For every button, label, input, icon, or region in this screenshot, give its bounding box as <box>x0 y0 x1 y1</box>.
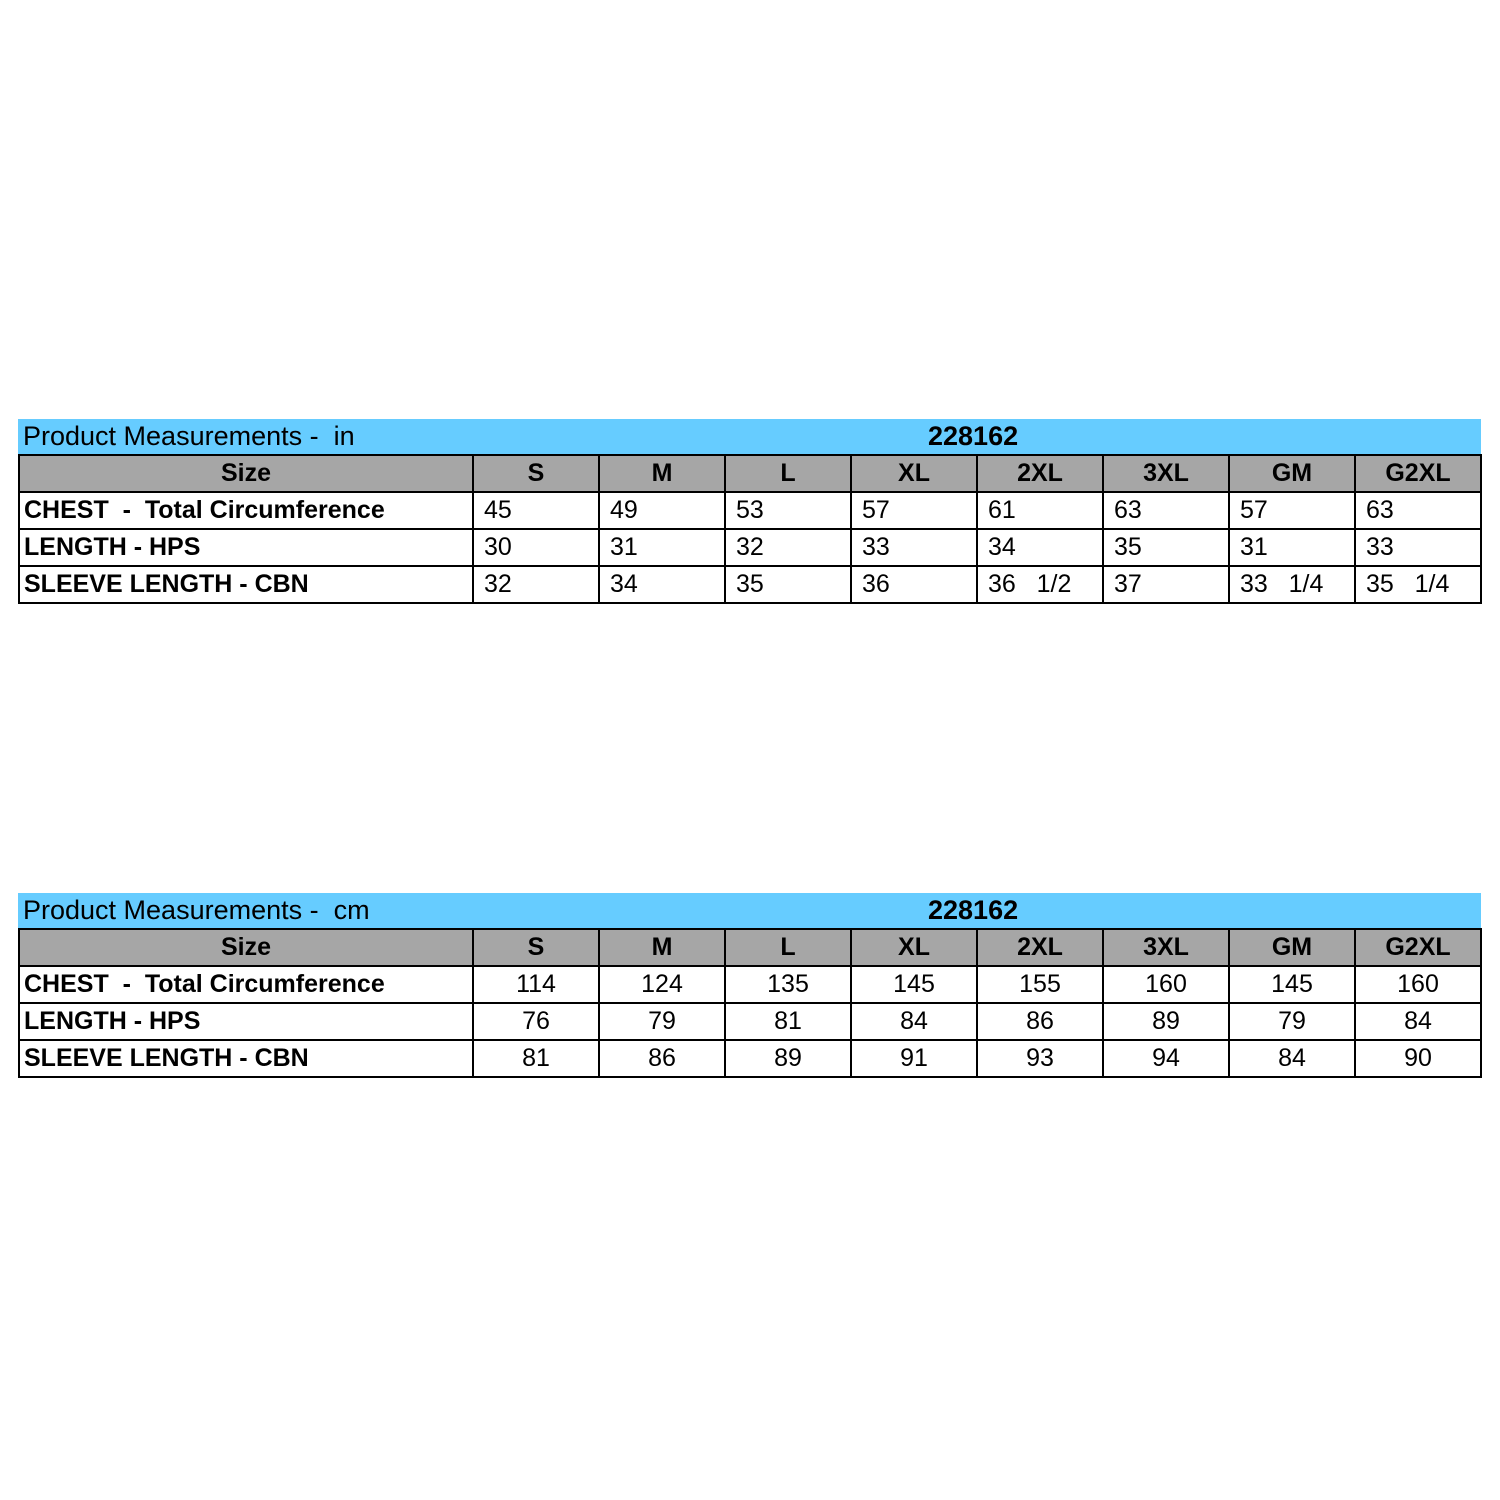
size-column-header: 2XL <box>977 455 1103 492</box>
measurement-value: 33 <box>851 529 977 566</box>
measurement-value: 84 <box>851 1003 977 1040</box>
size-column-header: GM <box>1229 455 1355 492</box>
measurement-label: LENGTH - HPS <box>19 529 473 566</box>
measurement-label: CHEST - Total Circumference <box>19 492 473 529</box>
measurement-value: 79 <box>599 1003 725 1040</box>
size-column-header: XL <box>851 929 977 966</box>
measurement-label: SLEEVE LENGTH - CBN <box>19 1040 473 1077</box>
table-row <box>19 1040 1481 1077</box>
size-column-header: L <box>725 929 851 966</box>
measurement-value: 57 <box>1229 492 1355 529</box>
measurement-value: 81 <box>725 1003 851 1040</box>
table-row <box>19 529 1481 566</box>
measurement-value: 32 <box>473 566 599 603</box>
size-column-header: 3XL <box>1103 929 1229 966</box>
measurement-value: 114 <box>473 966 599 1003</box>
style-code: 228162 <box>928 895 1019 925</box>
size-column-header: G2XL <box>1355 929 1481 966</box>
measurement-value: 35 <box>1103 529 1229 566</box>
measurement-value: 90 <box>1355 1040 1481 1077</box>
size-header-row <box>19 455 1481 492</box>
measurement-value: 32 <box>725 529 851 566</box>
measurement-value: 45 <box>473 492 599 529</box>
measurement-value: 160 <box>1355 966 1481 1003</box>
measurement-value: 135 <box>725 966 851 1003</box>
table-row <box>19 1003 1481 1040</box>
size-column-header: M <box>599 929 725 966</box>
measurement-value: 37 <box>1103 566 1229 603</box>
measurement-value: 34 <box>599 566 725 603</box>
measurement-value: 33 <box>1355 529 1481 566</box>
size-column-header: S <box>473 929 599 966</box>
measurements-chart-inches <box>18 419 1481 604</box>
measurement-value: 63 <box>1355 492 1481 529</box>
measurements-table <box>18 454 1482 604</box>
size-column-header: S <box>473 455 599 492</box>
measurement-value: 34 <box>977 529 1103 566</box>
measurements-table <box>18 928 1482 1078</box>
size-column-header: M <box>599 455 725 492</box>
measurement-value: 35 <box>725 566 851 603</box>
chart-title-bar <box>18 419 1481 454</box>
measurement-value: 145 <box>1229 966 1355 1003</box>
measurement-value: 36 1/2 <box>977 566 1103 603</box>
size-column-header: G2XL <box>1355 455 1481 492</box>
measurement-value: 33 1/4 <box>1229 566 1355 603</box>
style-code: 228162 <box>928 421 1019 451</box>
measurement-value: 63 <box>1103 492 1229 529</box>
measurement-value: 84 <box>1229 1040 1355 1077</box>
size-column-header: L <box>725 455 851 492</box>
table-row <box>19 966 1481 1003</box>
measurement-label: SLEEVE LENGTH - CBN <box>19 566 473 603</box>
size-header-row <box>19 929 1481 966</box>
measurement-value: 124 <box>599 966 725 1003</box>
size-header-label: Size <box>19 455 473 492</box>
measurements-chart-centimeters <box>18 893 1481 1078</box>
measurement-value: 61 <box>977 492 1103 529</box>
measurement-value: 79 <box>1229 1003 1355 1040</box>
measurement-value: 53 <box>725 492 851 529</box>
measurement-value: 30 <box>473 529 599 566</box>
measurement-value: 31 <box>599 529 725 566</box>
measurement-value: 145 <box>851 966 977 1003</box>
measurement-value: 89 <box>1103 1003 1229 1040</box>
measurement-value: 76 <box>473 1003 599 1040</box>
measurement-value: 35 1/4 <box>1355 566 1481 603</box>
measurement-value: 93 <box>977 1040 1103 1077</box>
measurement-label: LENGTH - HPS <box>19 1003 473 1040</box>
size-column-header: XL <box>851 455 977 492</box>
measurement-value: 86 <box>977 1003 1103 1040</box>
measurement-value: 36 <box>851 566 977 603</box>
measurement-value: 86 <box>599 1040 725 1077</box>
chart-title: Product Measurements - cm <box>23 895 370 925</box>
measurement-value: 155 <box>977 966 1103 1003</box>
size-column-header: 2XL <box>977 929 1103 966</box>
chart-title: Product Measurements - in <box>23 421 355 451</box>
measurement-value: 89 <box>725 1040 851 1077</box>
size-column-header: 3XL <box>1103 455 1229 492</box>
measurement-label: CHEST - Total Circumference <box>19 966 473 1003</box>
measurement-value: 81 <box>473 1040 599 1077</box>
measurement-value: 94 <box>1103 1040 1229 1077</box>
measurement-value: 57 <box>851 492 977 529</box>
chart-title-bar <box>18 893 1481 928</box>
table-row <box>19 492 1481 529</box>
size-header-label: Size <box>19 929 473 966</box>
measurement-value: 31 <box>1229 529 1355 566</box>
measurement-value: 84 <box>1355 1003 1481 1040</box>
measurement-value: 160 <box>1103 966 1229 1003</box>
measurement-value: 49 <box>599 492 725 529</box>
table-row <box>19 566 1481 603</box>
measurement-value: 91 <box>851 1040 977 1077</box>
size-column-header: GM <box>1229 929 1355 966</box>
